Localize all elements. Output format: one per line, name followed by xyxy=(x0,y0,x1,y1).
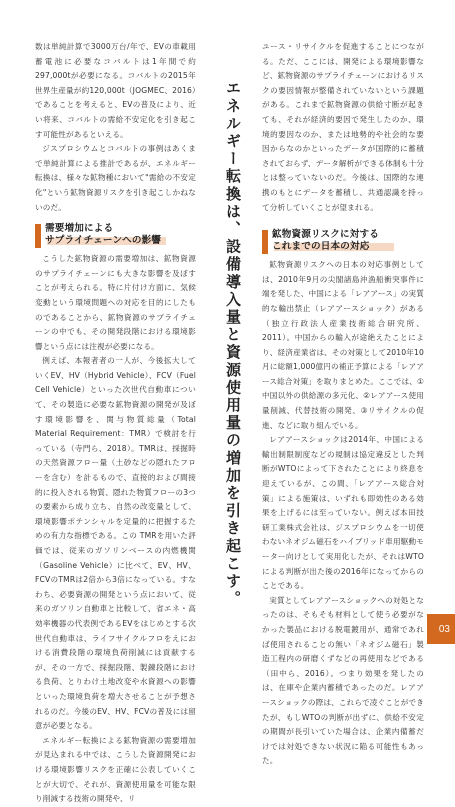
right-paragraph-1: ユース・リサイクルを促進することにつながる。ただ、ここには、開発による環境影響など、鉱物資源のサプライチェーンにおけるリスクの要因情報が整備されていないという課題がある。これまで鉱物資源の供給寸断が起きても、それが経済的要因で発生したのか、環境的要因なのか、または地勢的や社会的な要因からなのかといったデータが国際的に蓄積されておらず、データ解析ができる体制も十分とは整っていないのだ。今後は、国際的な連携のもとにデータを蓄積し、共通認識を持って分析していくことが望まれる。 xyxy=(262,42,425,212)
heading-line-1: 需要増加による xyxy=(45,223,114,235)
vertical-pull-quote xyxy=(206,80,250,628)
left-paragraph-2: ジスプロシウムとコバルトの事例はあくまで単純計算による推計であるが、エネルギー転換は、様々な鉱物種において"需給の不安定化"という鉱物資源リスクを引き起こしかねないのだ。 xyxy=(35,144,196,212)
left-paragraph-3: こうした鉱物資源の需要増加は、鉱物資源のサプライチェーンにも大きな影響を及ぼすことが考えられる。特に片付け方面に、気候変動という環境問題への対応を目的にしたものであることから、鉱物資源のサプライチェーンの中でも、その開発段階における環境影響という点には注視が必要になる。 xyxy=(35,254,196,351)
left-paragraph-4: 例えば、本報者者の一人が、今後拡大していくEV、HV（Hybrid Vehicle）、FCV（Fuel Cell Vehicle）といった次世代自動車について、その製造に必要な鉱物資源の開発が及ぼす環境影響を、関与物質総量（Total Material Requirement：TMR）で検討を行っている（寺門ら、2018）。TMRは、採掘時の天然資源フロー量（土砂などの隠れたフローを含む）を計るもので、直接的および間接的に投入される物質、隠れた物質フローの3つの要素から成り立ち、自然の改変量として、環境影響ポテンシャルを定量的に把握するための有力な指標である。この TMRを用いた評価では、従来のガソリンベースの内燃機関（Gasoline Vehicle）に比べて、EV、HV、FCVのTMRは2倍から3倍になっている。すなわち、必要資源の開発という点において、従来のガソリン自動車と比較して、省エネ・高効率機器の代表例であるEVをはじめとする次世代自動車は、ライフサイクルフロをえにおける消費段階の環境負荷削減には貢献するが、その一方で、採掘段階、製錬段階における負荷、とりわけ土地改変や水資源への影響といった環境負荷を増大させることが予想されるのだ。今後のEV、HV、FCVの普及には留意が必要となる。 xyxy=(35,356,196,731)
page-number: 03 xyxy=(438,624,450,635)
heading-line-1: 鉱物資源リスクに対する xyxy=(272,229,379,241)
heading-line-2: サプライチェーンへの影響 xyxy=(45,234,162,246)
right-paragraph-2: 鉱物資源リスクへの日本の対応事例としては、2010年9月の尖閣諸島沖漁船衝突事件に端を発した、中国による「レアアース」の実質的な輸出禁止（レアアースショック）がある（独立行政法人産業技術総合研究所、2011）。中国からの輸入が途絶えたことにより、経済産業省は、その対策として2010年10月に総額1,000億円の補正予算による「レアアース総合対策」を取りまとめた。ここでは、①中国以外の供給源の多元化、②レアアース使用量削減、代替技術の開発、③リサイクルの促進、などに取り組んでいる。 xyxy=(262,260,425,430)
section-heading-supply-chain xyxy=(35,223,196,246)
right-paragraph-3: レアアースショックは2014年、中国による輸出制限制度などの規制は協定違反とした判断がWTOによって下されたことにより終息を迎えているが、この間、「レアアース総合対策」による施策は、いずれも即効性のある効果を上げるには至っていない。例えば本田技研工業株式会社は、ジスプロシウムを一切使わないネオジム磁石をハイブリッド車用駆動モーター向けとして実用化したが、それはWTOによる判断が出た後の2016年になってからのことである。 xyxy=(262,435,424,591)
heading-accent-bar xyxy=(35,224,41,248)
right-column xyxy=(262,40,424,769)
left-paragraph-5: エネルギー転換による鉱物資源の需要増加が見込まれる中では、こうした資源開発における環境影響リスクを正確に公表していくことが大切で、それが、資源使用量を可能な限り削減する技術の開発や、リ xyxy=(35,735,196,804)
pull-quote-line-1: エネルギー転換は、設備導入量と資源使用量の増加を引き起こす。 xyxy=(224,80,242,608)
left-column xyxy=(35,40,196,807)
left-paragraph-1: 数は単純計算で3000万台/年で、EVの車載用蓄電池に必要なコバルトは1年間で約297,000tが必要になる。コバルトの2015年世界生産量が約120,000t（JOGMEC、2016）であることを考えると、EVの普及により、近い将来、コバルトの需給不安定化を引き起こす可能性があるといえる。 xyxy=(35,42,196,139)
heading-accent-bar xyxy=(262,230,268,254)
right-paragraph-4: 実質としてレアアースショックへの対処となったのは、そもそも材料として使う必要がなかった製品における脱電鍍用が、通常であれば使用されることの無い「ネオジム磁石」製造工程内の研磨くずなどの再使用などである（田中ら、2016）。つまり効果を発したのは、在庫や企業内蓄積であったのだ。レアアースショックの際は、これらで凌ぐことができたが、もしWTOの判断が出ずに、供給不安定の期間が長引いていた場合は、企業内備蓄だけでは対処できない状況に陥る可能性もあった。 xyxy=(262,595,425,766)
heading-line-2: これまでの日本の対応 xyxy=(272,240,370,252)
section-heading-japan-response xyxy=(262,229,424,252)
